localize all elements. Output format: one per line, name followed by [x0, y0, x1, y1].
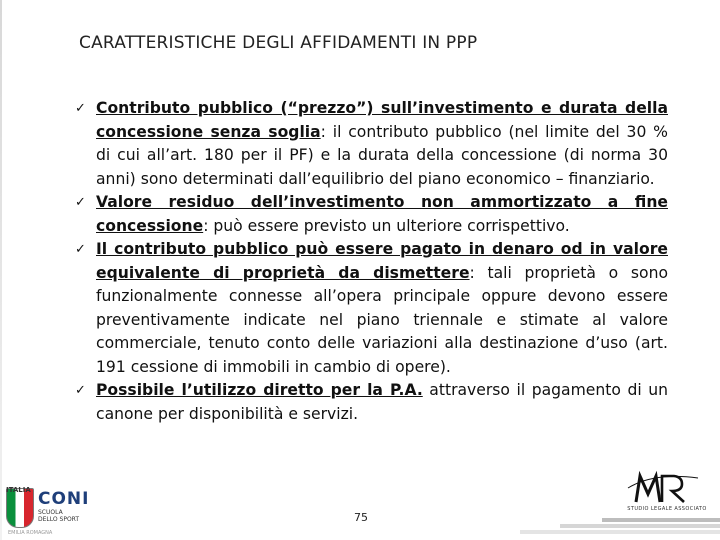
coni-subtitle-line2: DELLO SPORT	[38, 516, 80, 523]
decorative-stripe	[560, 524, 720, 528]
bullet-item-3	[75, 238, 668, 379]
coni-subtitle	[38, 509, 79, 523]
check-icon: ✓	[75, 101, 86, 116]
law-firm-logo	[614, 468, 714, 524]
bullet-3-heading: Il contributo pubblico può essere pagato in denaro od in valore equivalente di proprietà da dismettere	[96, 240, 668, 282]
bullet-4-heading: Possibile l’utilizzo diretto per la P.A.	[96, 381, 423, 399]
mr-monogram-icon	[614, 468, 714, 508]
bullet-2-heading: Valore residuo dell’investimento non ammortizzato a fine concessione	[96, 193, 668, 235]
law-firm-caption	[622, 506, 712, 513]
check-icon: ✓	[75, 383, 86, 398]
check-icon: ✓	[75, 242, 86, 257]
bullet-1-heading: Contributo pubblico (“prezzo”) sull’investimento e durata della concessione senza soglia	[96, 99, 668, 141]
page-number: 75	[354, 511, 368, 524]
bullet-2-text: : può essere previsto un ulteriore corrispettivo.	[203, 216, 570, 235]
bullet-3-text: : tali proprietà o sono funzionalmente connesse all’opera principale oppure devono essere preventivamente indicate nel piano triennale e stimate al valore commerciale, tenuto conto delle variazioni alla destinazione d’uso (art. 191 cessione di immobili in cambio di opere).	[96, 263, 668, 376]
bullet-list	[75, 97, 669, 426]
law-firm-caption-line1: STUDIO LEGALE ASSOCIATO	[627, 506, 707, 512]
decorative-stripe	[520, 530, 720, 534]
italia-shield-icon	[6, 488, 34, 528]
coni-wordmark: CONI	[38, 489, 90, 509]
left-edge-bar	[0, 0, 2, 540]
bullet-item-1	[75, 97, 668, 191]
coni-country-label: ITALIA	[6, 486, 31, 494]
bullet-4-text: attraverso il pagamento di un canone per disponibilità e servizi.	[96, 381, 669, 423]
decorative-stripe	[602, 518, 720, 522]
check-icon: ✓	[75, 195, 86, 210]
slide-title: CARATTERISTICHE DEGLI AFFIDAMENTI IN PPP	[79, 33, 478, 53]
bullet-item-2	[75, 191, 668, 238]
coni-subtitle-line1: SCUOLA	[38, 509, 63, 516]
bullet-1-text: : il contributo pubblico (nel limite del 30 % di cui all’art. 180 per il PF) e la durata della concessione (di norma 30 anni) sono determinati dall’equilibrio del piano economico – finanziario.	[96, 122, 668, 188]
coni-region: EMILIA ROMAGNA	[8, 530, 53, 536]
bullet-item-4	[75, 379, 669, 426]
coni-logo	[4, 486, 88, 540]
